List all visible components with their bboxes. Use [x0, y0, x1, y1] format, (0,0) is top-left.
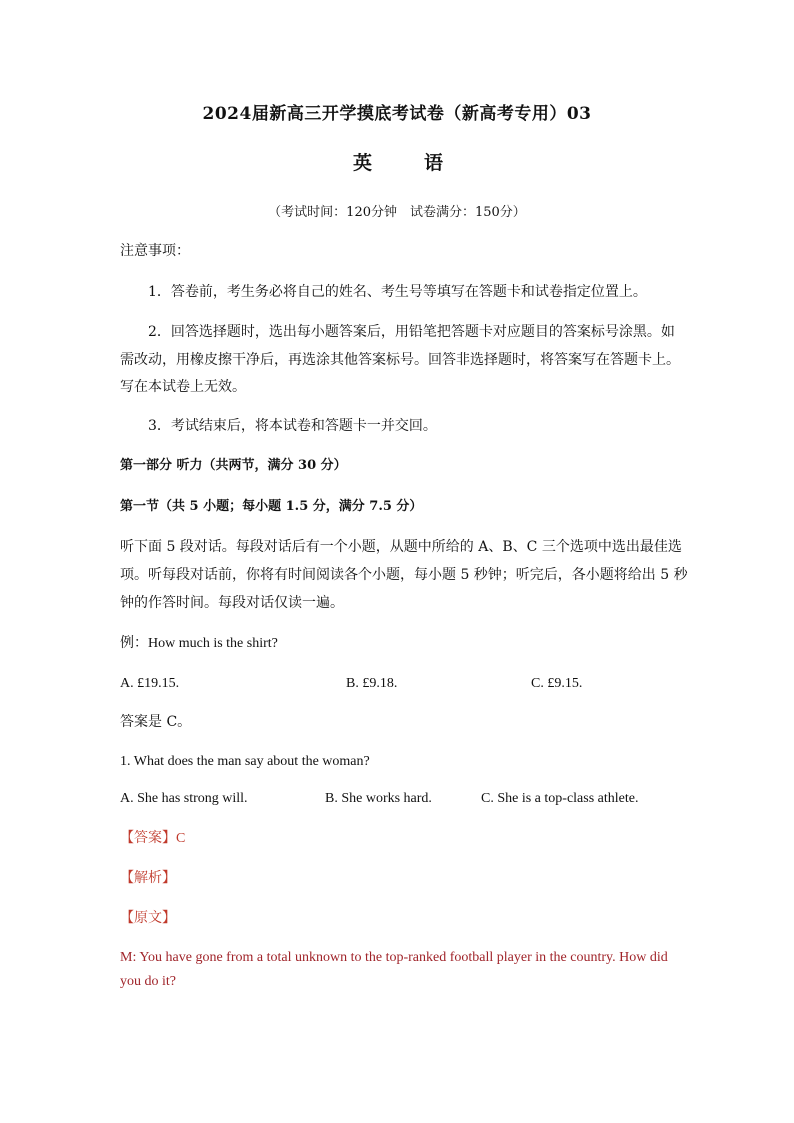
transcript-line-2: you do it? — [120, 974, 176, 989]
exam-title: 2024届新高三开学摸底考试卷（新高考专用）03 — [202, 104, 592, 124]
subject-char-2: 语 — [424, 152, 444, 174]
example-question: 例：How much is the shirt? — [120, 636, 278, 651]
example-option-c: C. £9.15. — [531, 676, 583, 691]
transcript-line-1: M: You have gone from a total unknown to the top-ranked football player in the country. How did — [120, 950, 668, 965]
exam-time-info: （考试时间：120分钟 试卷满分：150分） — [268, 205, 526, 220]
answer-label: 【答案】 — [120, 830, 176, 846]
analysis-label: 【解析】 — [120, 870, 176, 886]
instructions-line-2: 项。听每段对话前，你将有时间阅读各个小题，每小题 5 秒钟；听完后，各小题将给出 5 秒 — [120, 567, 688, 583]
instructions-line-3: 钟的作答时间。每段对话仅读一遍。 — [120, 595, 344, 611]
question-1-option-a: A. She has strong will. — [120, 791, 248, 806]
example-answer: 答案是 C。 — [120, 714, 192, 730]
section1-heading: 第一节（共 5 小题；每小题 1.5 分，满分 7.5 分） — [120, 499, 423, 514]
notes-item-3: 3．考试结束后，将本试卷和答题卡一并交回。 — [148, 418, 437, 434]
notes-item-2-line-1: 2．回答选择题时，选出每小题答案后，用铅笔把答题卡对应题目的答案标号涂黑。如 — [148, 324, 675, 340]
notes-heading: 注意事项： — [120, 243, 190, 259]
example-option-a: A. £19.15. — [120, 676, 180, 691]
question-1-option-c: C. She is a top-class athlete. — [481, 791, 639, 806]
question-1: 1. What does the man say about the woman? — [120, 754, 370, 769]
question-1-option-b: B. She works hard. — [325, 791, 432, 806]
answer-value: C — [176, 831, 186, 846]
notes-item-2-line-3: 写在本试卷上无效。 — [120, 379, 246, 395]
example-option-b: B. £9.18. — [346, 676, 398, 691]
part1-heading: 第一部分 听力（共两节，满分 30 分） — [120, 458, 347, 473]
notes-item-2-line-2: 需改动，用橡皮擦干净后，再选涂其他答案标号。回答非选择题时，将答案写在答题卡上。 — [120, 352, 680, 368]
subject-char-1: 英 — [353, 152, 373, 174]
notes-item-1: 1．答卷前，考生务必将自己的姓名、考生号等填写在答题卡和试卷指定位置上。 — [148, 284, 647, 300]
instructions-line-1: 听下面 5 段对话。每段对话后有一个小题，从题中所给的 A、B、C 三个选项中选出最佳选 — [120, 539, 682, 555]
original-text-label: 【原文】 — [120, 910, 176, 926]
answer-block — [120, 826, 185, 851]
